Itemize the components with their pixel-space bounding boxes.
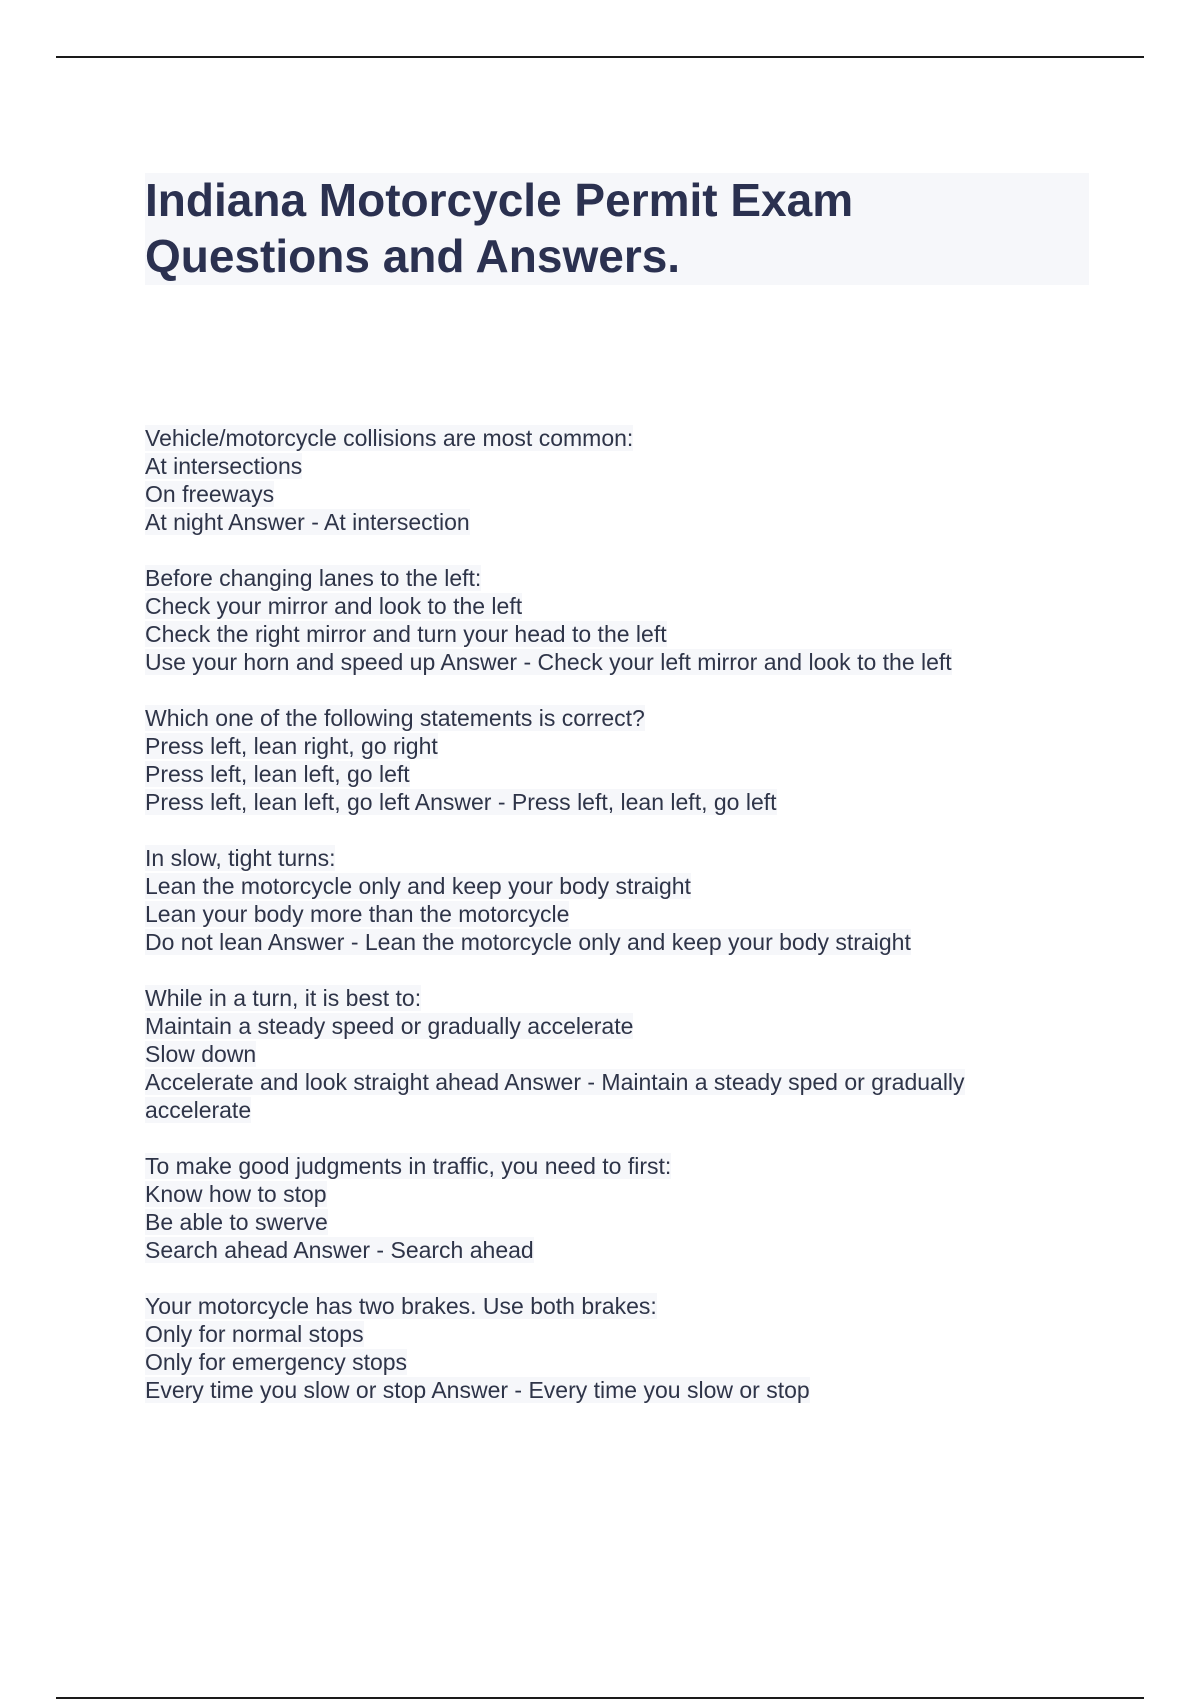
option-text: Only for emergency stops (145, 1349, 408, 1375)
qa-item (145, 844, 1045, 956)
header-rule (56, 56, 1144, 58)
question-text: In slow, tight turns: (145, 845, 336, 871)
option-text: Check the right mirror and turn your head to the left (145, 621, 667, 647)
option-answer-text: Search ahead Answer - Search ahead (145, 1237, 534, 1263)
question-text: Your motorcycle has two brakes. Use both brakes: (145, 1293, 657, 1319)
option-answer-text: At night Answer - At intersection (145, 509, 470, 535)
option-answer-text: Press left, lean left, go left Answer - Press left, lean left, go left (145, 789, 777, 815)
question-text: While in a turn, it is best to: (145, 985, 422, 1011)
option-text: Be able to swerve (145, 1209, 328, 1235)
qa-item (145, 1152, 1045, 1264)
document-title: Indiana Motorcycle Permit Exam Questions and Answers. (145, 174, 854, 282)
option-text: Press left, lean right, go right (145, 733, 438, 759)
option-text: Press left, lean left, go left (145, 761, 410, 787)
footer-rule (56, 1697, 1144, 1699)
question-text: Vehicle/motorcycle collisions are most common: (145, 425, 634, 451)
option-answer-text: Accelerate and look straight ahead Answer - Maintain a steady sped or gradually (145, 1069, 965, 1095)
option-answer-text: Do not lean Answer - Lean the motorcycle only and keep your body straight (145, 929, 911, 955)
question-text: Which one of the following statements is correct? (145, 705, 645, 731)
option-text: Know how to stop (145, 1181, 327, 1207)
option-text: At intersections (145, 453, 303, 479)
option-text: Lean your body more than the motorcycle (145, 901, 570, 927)
option-text: Maintain a steady speed or gradually accelerate (145, 1013, 634, 1039)
option-answer-text-continued: accelerate (145, 1097, 252, 1123)
option-text: Check your mirror and look to the left (145, 593, 523, 619)
qa-item (145, 704, 1045, 816)
question-text: To make good judgments in traffic, you need to first: (145, 1153, 672, 1179)
option-text: On freeways (145, 481, 275, 507)
option-text: Lean the motorcycle only and keep your body straight (145, 873, 691, 899)
option-answer-text: Every time you slow or stop Answer - Every time you slow or stop (145, 1377, 810, 1403)
question-text: Before changing lanes to the left: (145, 565, 482, 591)
option-text: Only for normal stops (145, 1321, 364, 1347)
qa-list (145, 424, 1045, 1432)
qa-item (145, 1292, 1045, 1404)
qa-item (145, 564, 1045, 676)
option-answer-text: Use your horn and speed up Answer - Check your left mirror and look to the left (145, 649, 952, 675)
qa-item (145, 984, 1045, 1124)
option-text: Slow down (145, 1041, 257, 1067)
qa-item (145, 424, 1045, 536)
